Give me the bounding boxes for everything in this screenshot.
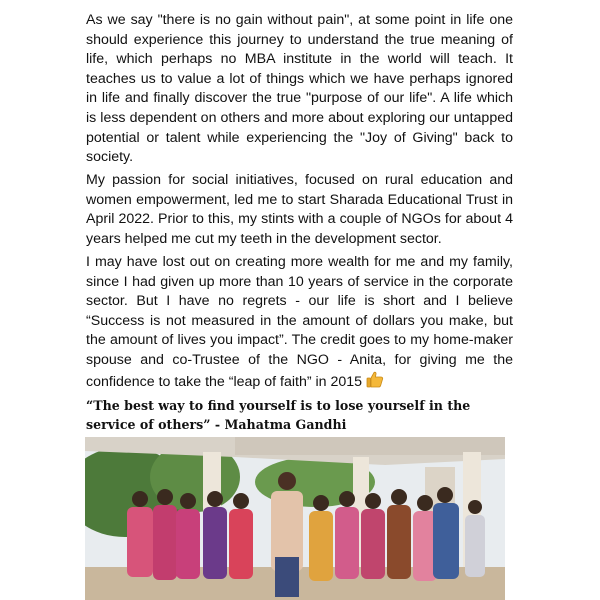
paragraph-1: As we say "there is no gain without pain", at some point in life one should experience this journey to understand the true meaning of life, which perhaps no MBA institute in the world will teach. It teaches us to value a lot of things which we have perhaps ignored in life and finally discover the true "purpose of our life". A life which is less dependent on others and more about exploring our untapped potential or talent while experiencing the "Joy of Giving" back to society. [86, 12, 513, 166]
thumbs-up-icon [366, 371, 384, 395]
gandhi-quote: “The best way to find yourself is to lose yourself in the service of others” - Mahatma Gandhi [86, 398, 471, 432]
group-photo-illustration [85, 437, 505, 600]
paragraph-3 [86, 253, 513, 394]
paragraph-3-text: I may have lost out on creating more wealth for me and my family, since I had given up more than 10 years of service in the corporate sector. But I have no regrets - our life is short and I believe “Success is not measured in the amount of dollars you make, but the amount of lives you impact”. The credit goes to my home-maker spouse and co-Trustee of the NGO - Anita, for giving me the confidence to take the “leap of faith” in 2015 [86, 254, 513, 390]
group-photo [85, 437, 505, 600]
paragraph-2: My passion for social initiatives, focused on rural education and women empowerment, led me to start Sharada Educational Trust in April 2022. Prior to this, my stints with a couple of NGOs for about 4 years helped me cut my teeth in the development sector. [86, 172, 513, 247]
